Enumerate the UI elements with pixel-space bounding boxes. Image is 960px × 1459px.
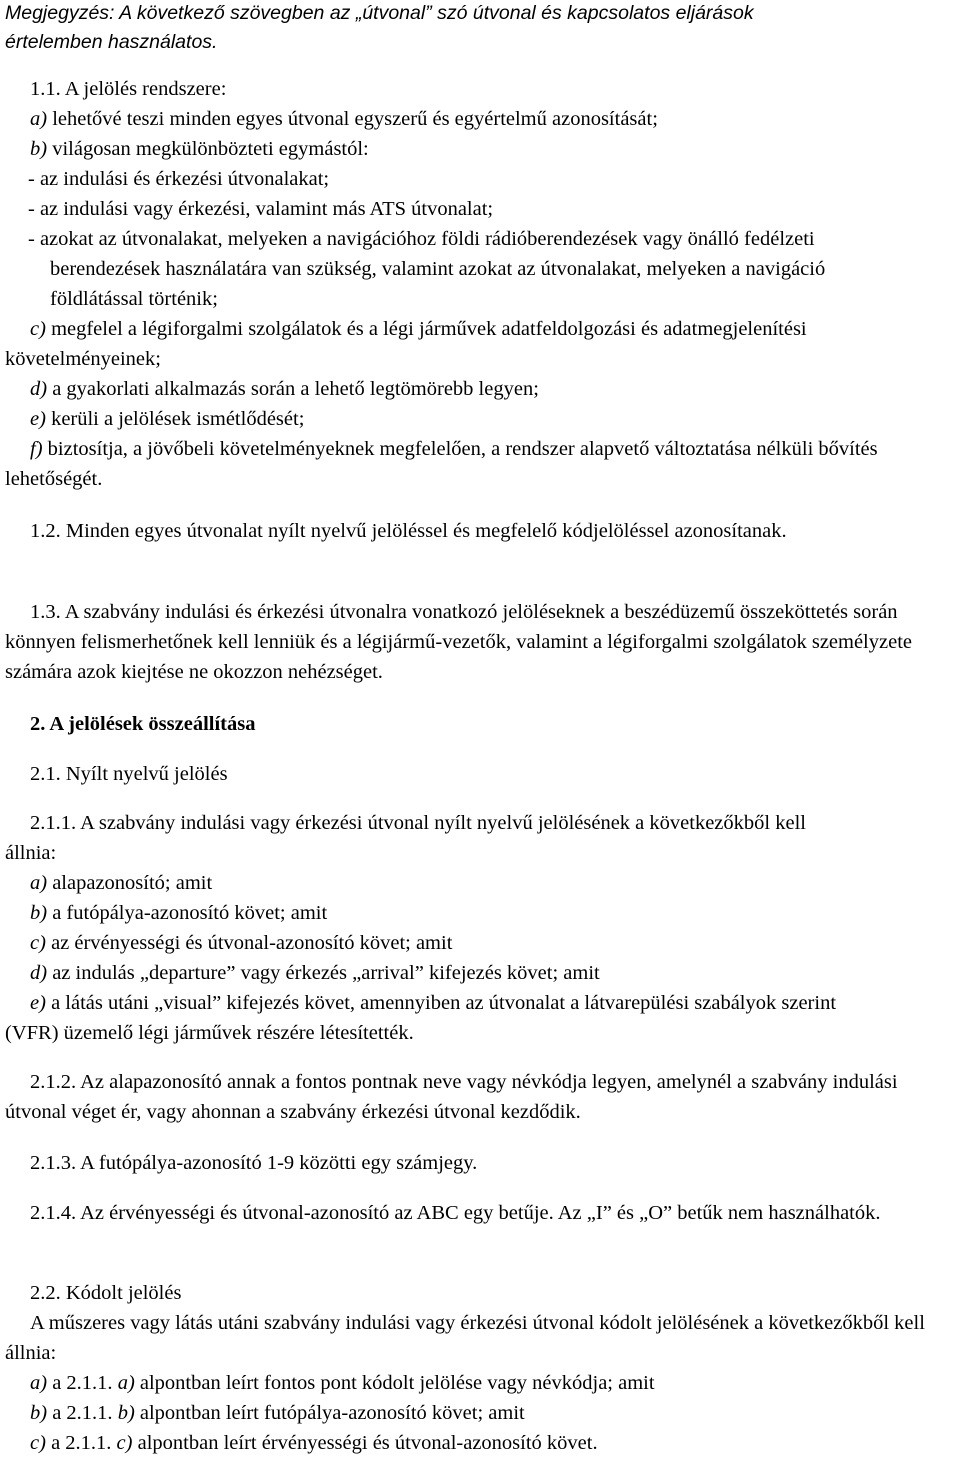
section-2-1-heading	[30, 759, 228, 789]
item-label: b)	[30, 902, 48, 924]
item-c	[5, 1428, 955, 1458]
item-text: kerüli a jelölések ismétlődését;	[45, 408, 305, 430]
item-d	[5, 374, 955, 404]
item-a	[5, 1368, 955, 1398]
section-2-2-heading: 2.2. Kódolt jelölés	[30, 1282, 182, 1304]
item-prefix: a 2.1.1.	[45, 1432, 117, 1454]
item-a	[5, 868, 955, 898]
note-line-2: értelemben használatos.	[5, 31, 218, 53]
item-text: a gyakorlati alkalmazás során a lehető legtömörebb legyen;	[47, 378, 539, 400]
item-text: a látás utáni „visual” kifejezés követ, amennyiben az útvonalat a látvarepülési szabályok szerint (VFR) üzemelő légi járművek részére létesítették.	[5, 992, 837, 1044]
item-label: c)	[30, 1432, 46, 1454]
section-2-2-intro-text: A műszeres vagy látás utáni szabvány indulási vagy érkezési útvonal kódolt jelölésének a következőkből kell állnia:	[5, 1312, 925, 1364]
item-ref: c)	[116, 1432, 133, 1454]
item-e	[5, 988, 875, 1048]
item-text: alapazonosító; amit	[47, 872, 213, 894]
item-text: alpontban leírt érvényességi és útvonal-azonosító követ.	[132, 1432, 598, 1454]
item-text: alpontban leírt fontos pont kódolt jelölése vagy névkódja; amit	[134, 1372, 655, 1394]
dash-item-2: - az indulási vagy érkezési, valamint más ATS útvonalat;	[28, 198, 494, 220]
item-f	[5, 434, 955, 494]
section-2-1-3	[5, 1148, 955, 1178]
item-label: d)	[30, 378, 48, 400]
section-2-heading-text: 2. A jelölések összeállítása	[30, 713, 256, 735]
note-line-1: Megjegyzés: A következő szövegben az „útvonal” szó útvonal és kapcsolatos eljárások	[5, 2, 754, 24]
item-prefix: a 2.1.1.	[47, 1402, 118, 1424]
section-2-1-1-intro	[5, 808, 835, 868]
item-ref: a)	[117, 1372, 135, 1394]
item-b	[5, 1398, 955, 1428]
note	[5, 0, 754, 57]
item-label: a)	[30, 872, 48, 894]
section-2-2-intro	[5, 1308, 955, 1368]
item-label: b)	[30, 1402, 48, 1424]
item-text: lehetővé teszi minden egyes útvonal egyszerű és egyértelmű azonosítását;	[47, 108, 658, 130]
item-text: megfelel a légiforgalmi szolgálatok és a légi járművek adatfeldolgozási és adatmegjelenítési követelményeinek;	[5, 318, 807, 370]
item-label: d)	[30, 962, 48, 984]
section-2-1-1-intro-text: 2.1.1. A szabvány indulási vagy érkezési útvonal nyílt nyelvű jelölésének a következőkből kell állnia:	[5, 812, 806, 864]
item-text: az érvényességi és útvonal-azonosító követ; amit	[45, 932, 453, 954]
item-text: világosan megkülönbözteti egymástól:	[47, 138, 369, 160]
item-text: biztosítja, a jövőbeli követelményeknek megfelelően, a rendszer alapvető változtatása nélküli bővítés lehetőségét.	[5, 438, 878, 490]
section-1-2-text: 1.2. Minden egyes útvonalat nyílt nyelvű jelöléssel és megfelelő kódjelöléssel azonosítanak.	[30, 520, 787, 542]
section-1-2	[5, 516, 905, 546]
section-2-1-3-text: 2.1.3. A futópálya-azonosító 1-9 közötti egy számjegy.	[30, 1152, 478, 1174]
item-a	[5, 104, 955, 134]
section-1-1-heading: 1.1. A jelölés rendszere:	[30, 78, 227, 100]
section-2-2	[5, 1278, 955, 1458]
section-1-3	[5, 597, 955, 687]
item-label: f)	[30, 438, 43, 460]
item-c	[5, 928, 955, 958]
section-2-1-4-text: 2.1.4. Az érvényességi és útvonal-azonosító az ABC egy betűje. Az „I” és „O” betűk nem használhatók.	[30, 1202, 881, 1224]
section-1-1	[5, 74, 955, 494]
item-label: b)	[30, 138, 48, 160]
item-label: e)	[30, 408, 46, 430]
item-label: a)	[30, 108, 48, 130]
item-text: alpontban leírt futópálya-azonosító követ; amit	[134, 1402, 525, 1424]
section-2-1-2	[5, 1067, 955, 1127]
item-prefix: a 2.1.1.	[47, 1372, 118, 1394]
dash-item-1: - az indulási és érkezési útvonalakat;	[28, 168, 330, 190]
item-label: c)	[30, 318, 46, 340]
section-2-1-1	[5, 808, 955, 1048]
item-label: c)	[30, 932, 46, 954]
section-2-heading	[30, 709, 255, 739]
item-text: az indulás „departure” vagy érkezés „arrival” kifejezés követ; amit	[47, 962, 600, 984]
section-2-1-2-text: 2.1.2. Az alapazonosító annak a fontos pontnak neve vagy névkódja legyen, amelynél a szabvány indulási útvonal véget ér, vagy ahonnan a szabvány érkezési útvonal kezdődik.	[5, 1071, 898, 1123]
item-text: a futópálya-azonosító követ; amit	[47, 902, 328, 924]
item-d	[5, 958, 955, 988]
item-ref: b)	[117, 1402, 135, 1424]
section-2-1-heading-text: 2.1. Nyílt nyelvű jelölés	[30, 763, 228, 785]
dash-item-3: - azokat az útvonalakat, melyeken a navigációhoz földi rádióberendezések vagy önálló fedélzeti berendezések használatára van szükség, valamint azokat az útvonalakat, melyeken a navigáció földlátással történik;	[28, 228, 826, 310]
item-c	[5, 314, 955, 374]
item-b	[5, 898, 955, 928]
section-1-3-text: 1.3. A szabvány indulási és érkezési útvonalra vonatkozó jelöléseknek a beszédüzemű összeköttetés során könnyen felismerhetőnek kell lenniük és a légijármű-vezetők, valamint a légiforgalmi szolgálatok személyzete számára azok kiejtése ne okozzon nehézséget.	[5, 601, 912, 683]
item-b	[5, 134, 955, 164]
item-label: a)	[30, 1372, 48, 1394]
item-label: e)	[30, 992, 46, 1014]
section-2-1-4	[5, 1198, 925, 1228]
item-e	[5, 404, 955, 434]
